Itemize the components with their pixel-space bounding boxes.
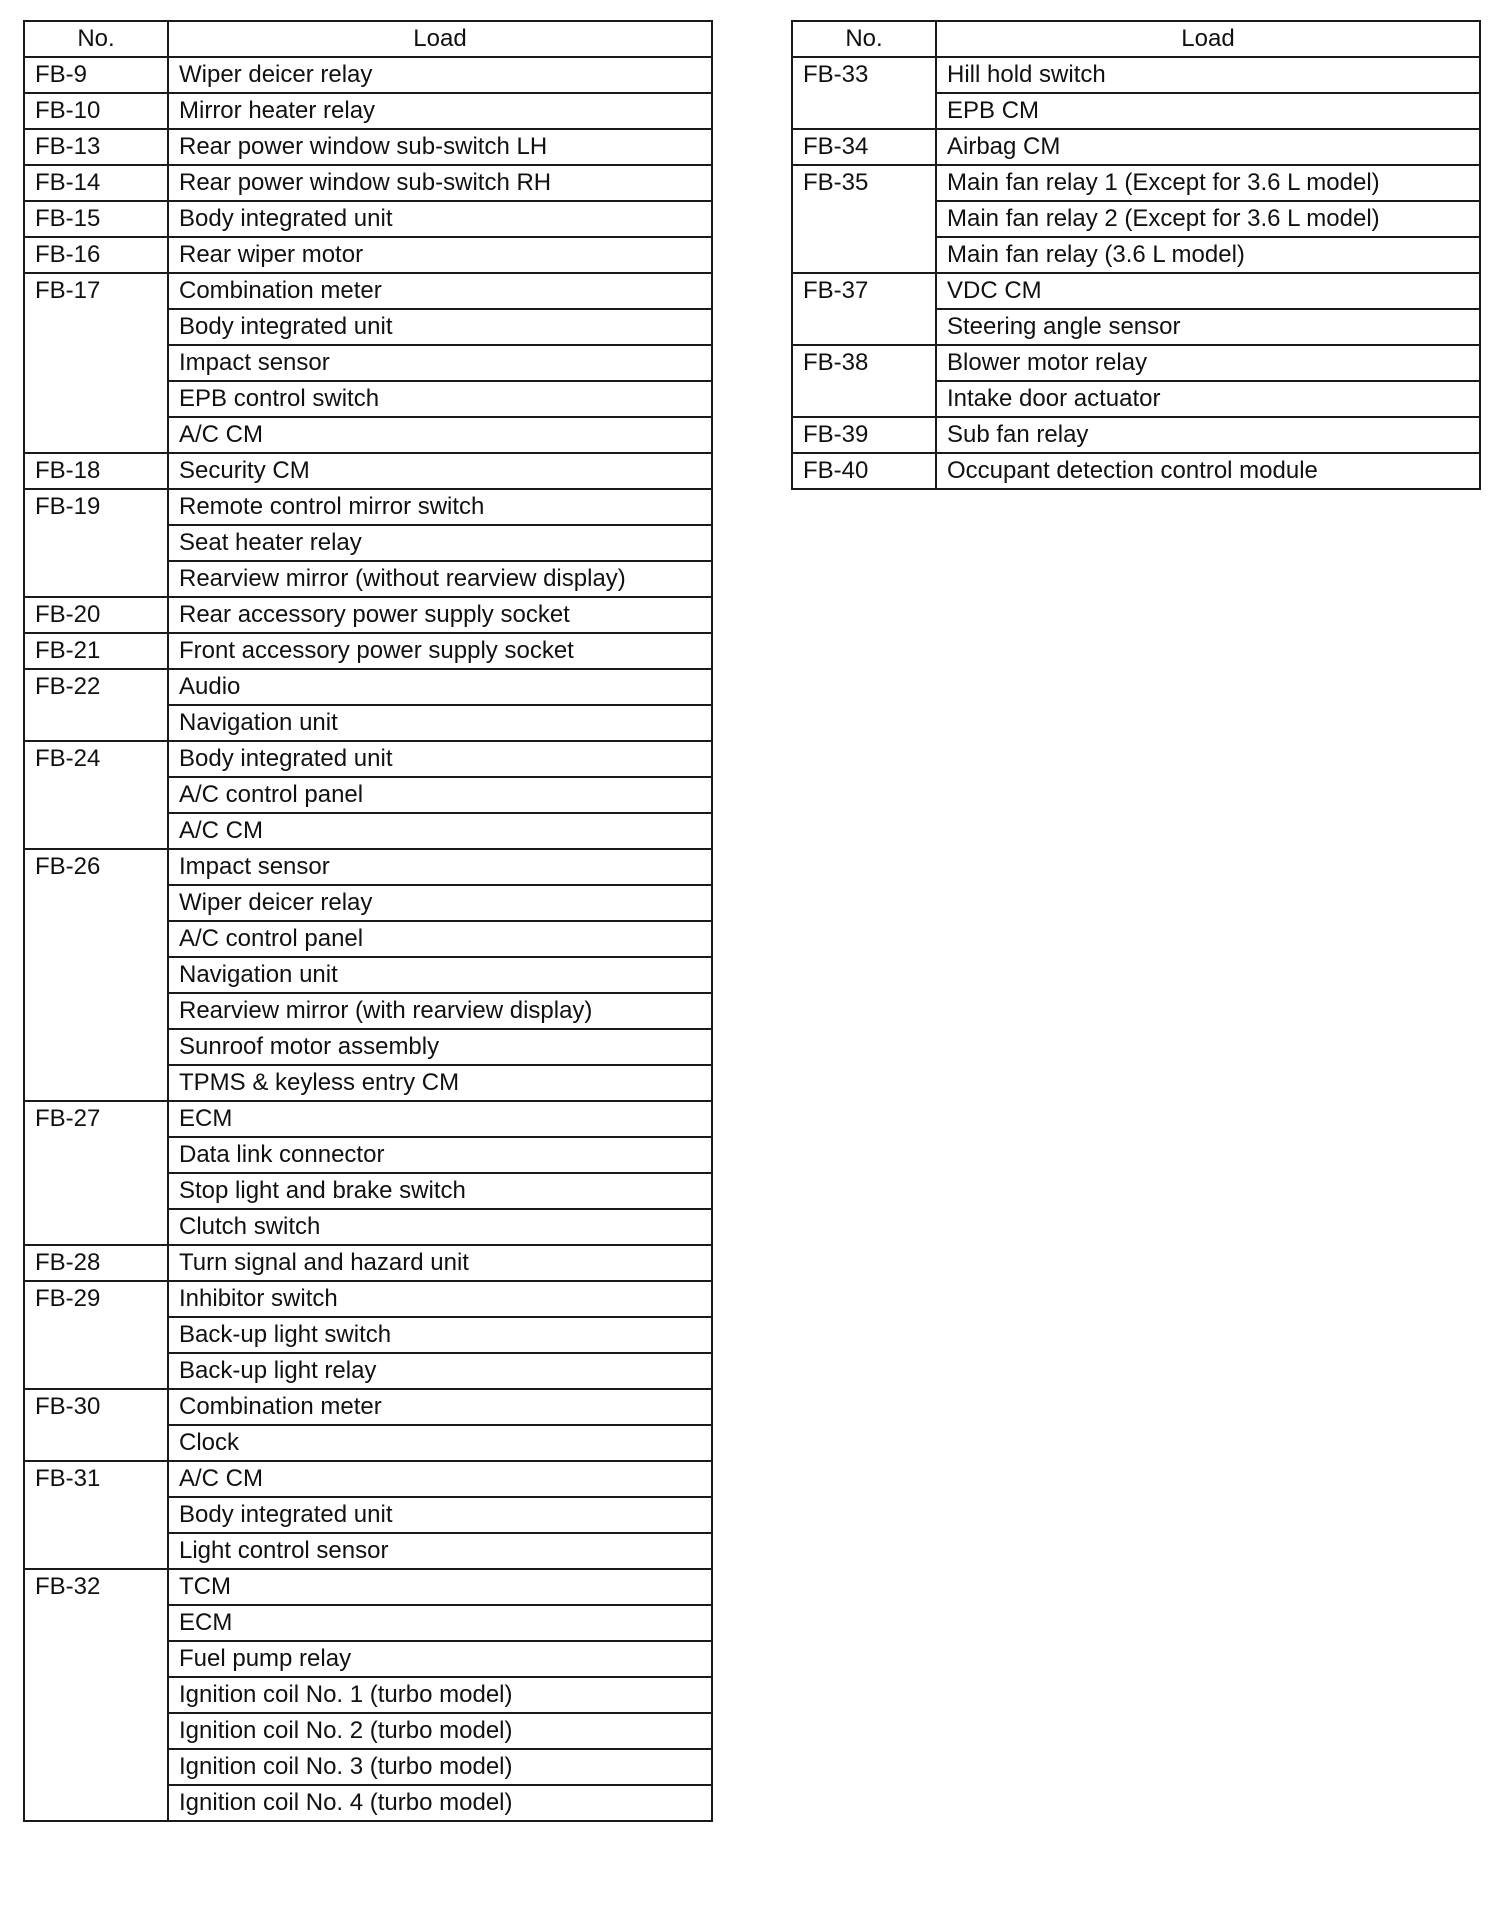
load-cell: Front accessory power supply socket	[168, 633, 712, 669]
table-row	[792, 57, 1480, 93]
load-cell: ECM	[168, 1101, 712, 1137]
table-row	[24, 273, 712, 309]
load-cell: A/C CM	[168, 1461, 712, 1497]
load-cell: Rear wiper motor	[168, 237, 712, 273]
load-cell: Main fan relay 2 (Except for 3.6 L model)	[936, 201, 1480, 237]
fuse-number-cell: FB-34	[792, 129, 936, 165]
load-cell: Data link connector	[168, 1137, 712, 1173]
table-row	[24, 633, 712, 669]
load-cell: Ignition coil No. 3 (turbo model)	[168, 1749, 712, 1785]
table-row	[24, 849, 712, 885]
fuse-number-cell: FB-38	[792, 345, 936, 417]
load-cell: Wiper deicer relay	[168, 885, 712, 921]
load-cell: Blower motor relay	[936, 345, 1480, 381]
fuse-number-cell: FB-33	[792, 57, 936, 129]
fuse-number-cell: FB-17	[24, 273, 168, 453]
table-row	[24, 1101, 712, 1137]
table-row	[24, 489, 712, 525]
column-header-load: Load	[168, 21, 712, 57]
load-cell: Main fan relay 1 (Except for 3.6 L model)	[936, 165, 1480, 201]
load-cell: Clock	[168, 1425, 712, 1461]
table-row	[24, 1281, 712, 1317]
table-row	[792, 273, 1480, 309]
table-row	[24, 1461, 712, 1497]
load-cell: Ignition coil No. 1 (turbo model)	[168, 1677, 712, 1713]
load-cell: Rear power window sub-switch LH	[168, 129, 712, 165]
load-cell: Back-up light relay	[168, 1353, 712, 1389]
fuse-number-cell: FB-31	[24, 1461, 168, 1569]
load-cell: Wiper deicer relay	[168, 57, 712, 93]
load-cell: Body integrated unit	[168, 309, 712, 345]
table-row	[24, 741, 712, 777]
load-cell: TCM	[168, 1569, 712, 1605]
load-cell: EPB control switch	[168, 381, 712, 417]
load-cell: TPMS & keyless entry CM	[168, 1065, 712, 1101]
load-cell: VDC CM	[936, 273, 1480, 309]
table-row	[24, 201, 712, 237]
table-row	[24, 93, 712, 129]
header-row	[792, 21, 1480, 57]
fuse-number-cell: FB-13	[24, 129, 168, 165]
table-body	[792, 57, 1480, 489]
load-cell: Navigation unit	[168, 957, 712, 993]
load-cell: Seat heater relay	[168, 525, 712, 561]
fuse-load-table-right	[791, 20, 1481, 490]
fuse-number-cell: FB-14	[24, 165, 168, 201]
load-cell: A/C CM	[168, 813, 712, 849]
table-row	[24, 1245, 712, 1281]
fuse-number-cell: FB-20	[24, 597, 168, 633]
load-cell: Light control sensor	[168, 1533, 712, 1569]
load-cell: A/C control panel	[168, 921, 712, 957]
fuse-number-cell: FB-18	[24, 453, 168, 489]
fuse-number-cell: FB-10	[24, 93, 168, 129]
load-cell: Combination meter	[168, 1389, 712, 1425]
load-cell: Impact sensor	[168, 345, 712, 381]
table-row	[24, 1389, 712, 1425]
load-cell: Sunroof motor assembly	[168, 1029, 712, 1065]
fuse-number-cell: FB-32	[24, 1569, 168, 1821]
load-cell: A/C control panel	[168, 777, 712, 813]
fuse-number-cell: FB-27	[24, 1101, 168, 1245]
table-row	[24, 129, 712, 165]
fuse-number-cell: FB-26	[24, 849, 168, 1101]
load-cell: Inhibitor switch	[168, 1281, 712, 1317]
load-cell: Impact sensor	[168, 849, 712, 885]
load-cell: A/C CM	[168, 417, 712, 453]
column-header-no: No.	[792, 21, 936, 57]
fuse-number-cell: FB-9	[24, 57, 168, 93]
load-cell: Rearview mirror (with rearview display)	[168, 993, 712, 1029]
load-cell: Turn signal and hazard unit	[168, 1245, 712, 1281]
table-row	[24, 597, 712, 633]
table-row	[792, 345, 1480, 381]
load-cell: Occupant detection control module	[936, 453, 1480, 489]
fuse-number-cell: FB-19	[24, 489, 168, 597]
fuse-number-cell: FB-15	[24, 201, 168, 237]
load-cell: Body integrated unit	[168, 741, 712, 777]
table-row	[24, 237, 712, 273]
load-cell: Mirror heater relay	[168, 93, 712, 129]
load-cell: Clutch switch	[168, 1209, 712, 1245]
load-cell: Intake door actuator	[936, 381, 1480, 417]
load-cell: Navigation unit	[168, 705, 712, 741]
column-header-no: No.	[24, 21, 168, 57]
fuse-number-cell: FB-30	[24, 1389, 168, 1461]
load-cell: Rear power window sub-switch RH	[168, 165, 712, 201]
fuse-number-cell: FB-29	[24, 1281, 168, 1389]
table-row	[792, 417, 1480, 453]
load-cell: Fuel pump relay	[168, 1641, 712, 1677]
fuse-number-cell: FB-35	[792, 165, 936, 273]
fuse-number-cell: FB-16	[24, 237, 168, 273]
load-cell: Sub fan relay	[936, 417, 1480, 453]
table-row	[24, 1569, 712, 1605]
fuse-load-table-left	[23, 20, 713, 1822]
load-cell: Rearview mirror (without rearview display)	[168, 561, 712, 597]
load-cell: Ignition coil No. 2 (turbo model)	[168, 1713, 712, 1749]
table-row	[24, 165, 712, 201]
load-cell: Back-up light switch	[168, 1317, 712, 1353]
load-cell: Main fan relay (3.6 L model)	[936, 237, 1480, 273]
load-cell: Airbag CM	[936, 129, 1480, 165]
table-row	[792, 165, 1480, 201]
header-row	[24, 21, 712, 57]
column-header-load: Load	[936, 21, 1480, 57]
load-cell: Hill hold switch	[936, 57, 1480, 93]
load-cell: Audio	[168, 669, 712, 705]
load-cell: EPB CM	[936, 93, 1480, 129]
table-row	[24, 57, 712, 93]
load-cell: Security CM	[168, 453, 712, 489]
fuse-number-cell: FB-21	[24, 633, 168, 669]
table-row	[792, 129, 1480, 165]
table-body	[24, 57, 712, 1821]
fuse-number-cell: FB-40	[792, 453, 936, 489]
load-cell: Remote control mirror switch	[168, 489, 712, 525]
load-cell: ECM	[168, 1605, 712, 1641]
load-cell: Body integrated unit	[168, 1497, 712, 1533]
load-cell: Combination meter	[168, 273, 712, 309]
load-cell: Ignition coil No. 4 (turbo model)	[168, 1785, 712, 1821]
table-row	[24, 669, 712, 705]
table-row	[792, 453, 1480, 489]
table-row	[24, 453, 712, 489]
fuse-number-cell: FB-39	[792, 417, 936, 453]
load-cell: Stop light and brake switch	[168, 1173, 712, 1209]
load-cell: Rear accessory power supply socket	[168, 597, 712, 633]
fuse-number-cell: FB-22	[24, 669, 168, 741]
fuse-number-cell: FB-37	[792, 273, 936, 345]
fuse-number-cell: FB-24	[24, 741, 168, 849]
load-cell: Body integrated unit	[168, 201, 712, 237]
load-cell: Steering angle sensor	[936, 309, 1480, 345]
fuse-number-cell: FB-28	[24, 1245, 168, 1281]
